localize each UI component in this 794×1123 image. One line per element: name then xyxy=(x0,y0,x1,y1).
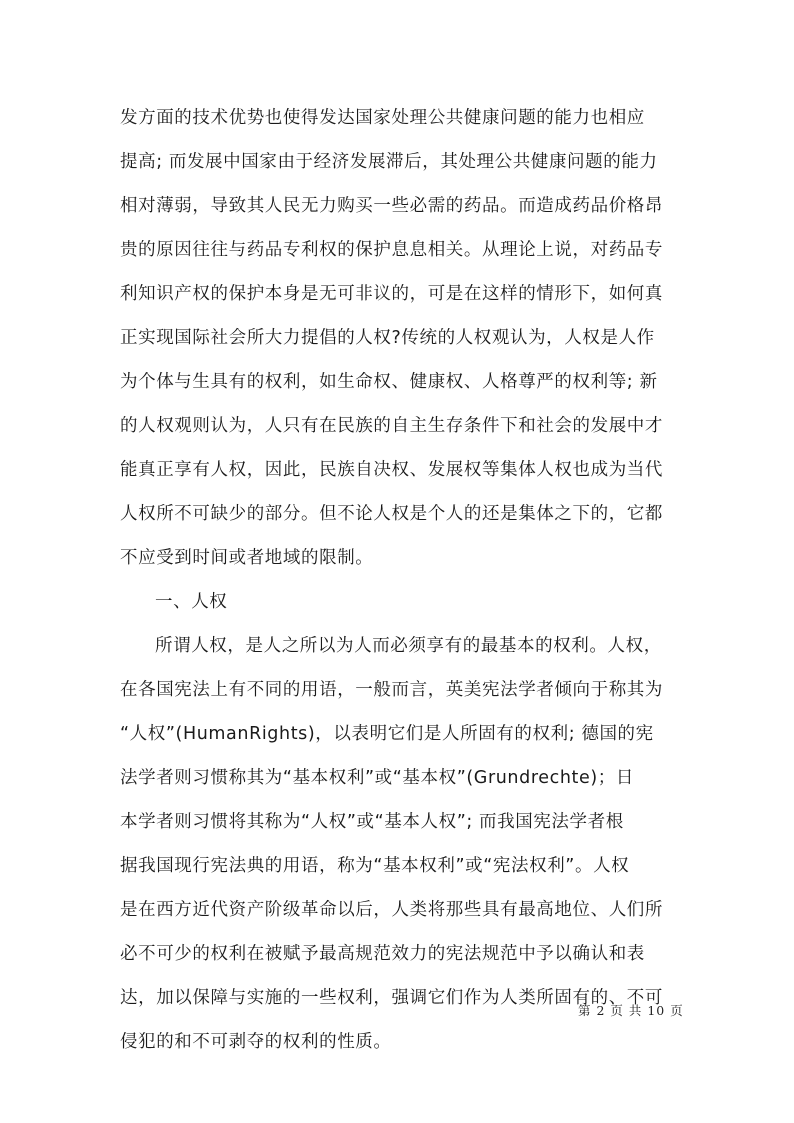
body-text-line: “人权”(HumanRights)，以表明它们是人所固有的权利; 德国的宪 xyxy=(120,724,654,744)
body-text-line: 相对薄弱，导致其人民无力购买一些必需的药品。而造成药品价格昂 xyxy=(120,196,663,216)
body-text-line: 本学者则习惯将其称为“人权”或“基本人权”; 而我国宪法学者根 xyxy=(120,812,624,832)
body-text-line: 是在西方近代资产阶级革命以后，人类将那些具有最高地位、人们所 xyxy=(120,900,663,920)
body-text-line: 正实现国际社会所大力提倡的人权?传统的人权观认为，人权是人作 xyxy=(120,328,655,348)
body-text-line: 所谓人权，是人之所以为人而必须享有的最基本的权利。人权， xyxy=(155,636,662,656)
body-text-line: 达，加以保障与实施的一些权利，强调它们作为人类所固有的、不可 xyxy=(120,988,663,1008)
body-text-line: 能真正享有人权，因此，民族自决权、发展权等集体人权也成为当代 xyxy=(120,460,663,480)
body-text-line: 在各国宪法上有不同的用语，一般而言，英美宪法学者倾向于称其为 xyxy=(120,680,663,700)
body-text-line: 提高; 而发展中国家由于经济发展滞后，其处理公共健康问题的能力 xyxy=(120,152,658,172)
body-text-line: 法学者则习惯称其为“基本权利”或“基本权”(Grundrechte)；日 xyxy=(120,768,634,788)
body-text-line: 必不可少的权利在被赋予最高规范效力的宪法规范中予以确认和表 xyxy=(120,944,645,964)
body-text-line: 人权所不可缺少的部分。但不论人权是个人的还是集体之下的，它都 xyxy=(120,504,663,524)
body-text-line: 利知识产权的保护本身是无可非议的，可是在这样的情形下，如何真 xyxy=(120,284,663,304)
body-text-line: 据我国现行宪法典的用语，称为“基本权利”或“宪法权利”。人权 xyxy=(120,856,630,876)
body-text-line: 侵犯的和不可剥夺的权利的性质。 xyxy=(120,1032,392,1052)
body-text-line: 为个体与生具有的权利，如生命权、健康权、人格尊严的权利等; 新 xyxy=(120,372,658,392)
page-number-footer: 第 2 页 共 10 页 xyxy=(578,1003,684,1018)
body-text-line: 的人权观则认为，人只有在民族的自主生存条件下和社会的发展中才 xyxy=(120,416,663,436)
body-text-line: 发方面的技术优势也使得发达国家处理公共健康问题的能力也相应 xyxy=(120,108,645,128)
section-heading: 一、人权 xyxy=(155,592,228,612)
body-text-line: 不应受到时间或者地域的限制。 xyxy=(120,548,374,568)
body-text-line: 贵的原因往往与药品专利权的保护息息相关。从理论上说，对药品专 xyxy=(120,240,663,260)
